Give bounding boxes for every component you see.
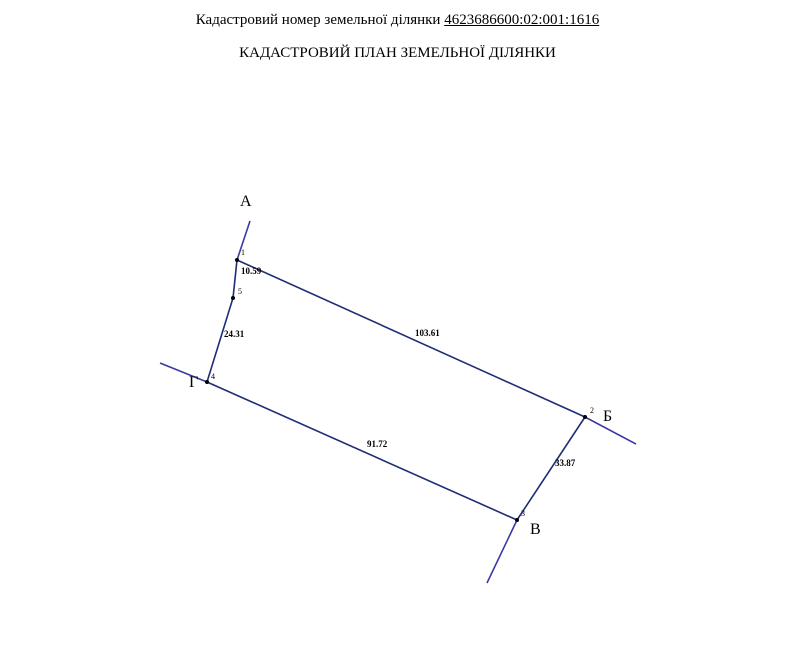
point-4-label: 4 <box>211 372 215 381</box>
corner-label-v: В <box>530 521 541 538</box>
cadastral-number: 4623686600:02:001:1616 <box>444 12 600 28</box>
plan-title: КАДАСТРОВИЙ ПЛАН ЗЕМЕЛЬНОЇ ДІЛЯНКИ <box>239 45 556 61</box>
point-2-label: 2 <box>590 406 594 415</box>
length-1-2: 103.61 <box>415 328 440 338</box>
point-3-marker <box>515 518 519 522</box>
boundary-2-3 <box>517 417 585 520</box>
point-5-label: 5 <box>238 287 242 296</box>
corner-label-a: А <box>240 193 252 210</box>
boundary-1-2 <box>237 260 585 417</box>
corner-label-b: Б <box>603 408 613 425</box>
cadastral-label: Кадастровий номер земельної ділянки <box>195 12 441 28</box>
length-5-4: 24.31 <box>224 329 245 339</box>
point-3-label: 3 <box>521 509 525 518</box>
length-1-5: 10.59 <box>241 266 262 276</box>
point-5-marker <box>231 296 235 300</box>
boundary-4-5 <box>207 298 233 382</box>
neighbor-line-g <box>160 363 207 382</box>
boundary-3-4 <box>207 382 517 520</box>
neighbor-line-v <box>487 520 517 583</box>
point-4-marker <box>205 380 209 384</box>
boundary-5-1 <box>233 260 237 298</box>
point-1-marker <box>235 258 239 262</box>
point-2-marker <box>583 415 587 419</box>
length-3-4: 91.72 <box>367 439 388 449</box>
corner-label-g: Г <box>189 374 199 391</box>
length-2-3: 33.87 <box>555 458 576 468</box>
point-1-label: 1 <box>241 248 245 257</box>
